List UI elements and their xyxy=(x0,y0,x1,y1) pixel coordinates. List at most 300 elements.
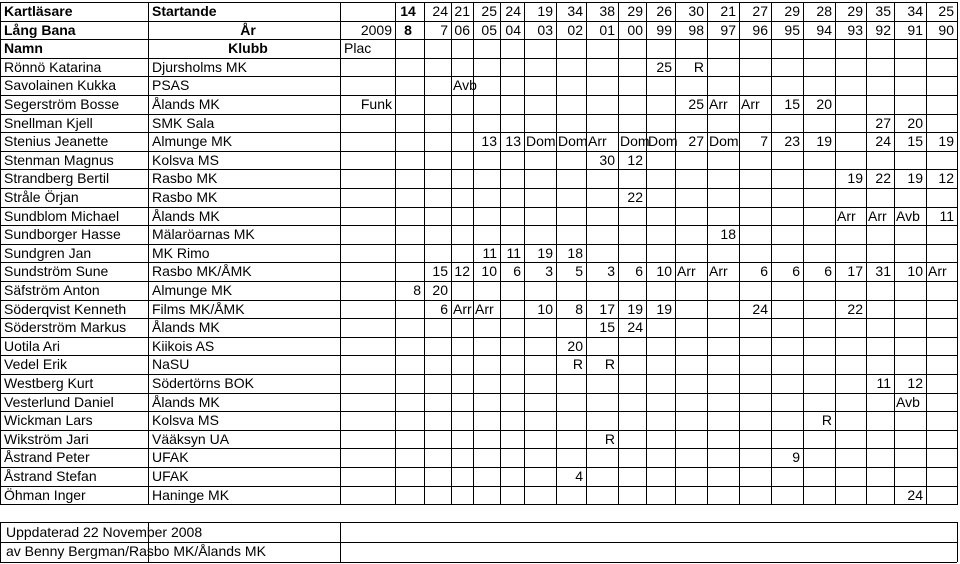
placement-cell xyxy=(524,207,556,226)
competitor-name: Rönnö Katarina xyxy=(4,58,102,75)
placement-cell xyxy=(926,114,957,133)
placement-cell xyxy=(556,95,586,114)
competitor-placement xyxy=(340,374,395,393)
placement-cell xyxy=(894,225,926,244)
competitor-placement xyxy=(340,467,395,486)
header-starters-count: 19 xyxy=(537,3,553,19)
competitor-placement xyxy=(340,151,395,170)
placement-cell: Dom xyxy=(526,133,556,150)
placement-cell xyxy=(424,467,451,486)
placement-cell xyxy=(771,300,803,319)
placement-cell: 6 xyxy=(513,263,521,280)
header-starters-count: 24 xyxy=(505,3,521,19)
placement-cell: 24 xyxy=(875,133,891,150)
placement-cell xyxy=(524,225,556,244)
placement-cell xyxy=(618,114,646,133)
placement-cell xyxy=(424,114,451,133)
placement-cell xyxy=(473,411,500,430)
placement-cell xyxy=(473,188,500,207)
placement-cell xyxy=(618,244,646,263)
placement-cell xyxy=(739,114,771,133)
placement-cell xyxy=(926,411,957,430)
placement-cell xyxy=(451,151,473,170)
placement-cell xyxy=(395,486,424,505)
placement-cell xyxy=(424,76,451,95)
competitor-placement xyxy=(340,486,395,505)
placement-cell xyxy=(707,76,739,95)
placement-cell: 15 xyxy=(784,96,800,112)
placement-cell xyxy=(524,76,556,95)
placement-cell xyxy=(835,58,866,77)
placement-cell: 27 xyxy=(688,133,704,150)
placement-cell xyxy=(675,244,707,263)
placement-cell xyxy=(707,169,739,188)
placement-cell: 15 xyxy=(432,263,448,280)
placement-cell xyxy=(500,355,524,374)
footer-border xyxy=(957,522,958,562)
placement-cell xyxy=(395,355,424,374)
competitor-club: Rasbo MK xyxy=(152,170,218,187)
header-starters-count: 34 xyxy=(907,3,923,19)
competitor-placement xyxy=(340,300,395,319)
header-year-col: 01 xyxy=(599,21,615,38)
placement-cell xyxy=(835,188,866,207)
header-starters-count: 29 xyxy=(627,3,643,19)
placement-cell: Dom xyxy=(620,133,650,150)
placement-cell xyxy=(586,244,618,263)
placement-cell xyxy=(866,411,894,430)
header-starters-count: 14 xyxy=(400,3,416,19)
placement-cell xyxy=(894,151,926,170)
placement-cell xyxy=(424,132,451,151)
placement-cell: Arr xyxy=(928,263,947,280)
placement-cell xyxy=(803,207,835,226)
placement-cell xyxy=(707,281,739,300)
placement-cell xyxy=(524,188,556,207)
placement-cell: R xyxy=(604,430,615,447)
placement-cell xyxy=(771,76,803,95)
placement-cell: 25 xyxy=(688,96,704,112)
placement-cell: Avb xyxy=(896,207,920,224)
placement-cell xyxy=(926,448,957,467)
competitor-placement xyxy=(340,430,395,449)
competitor-name: Segerström Bosse xyxy=(4,96,120,112)
placement-cell xyxy=(395,151,424,170)
placement-cell xyxy=(500,151,524,170)
placement-cell xyxy=(473,207,500,226)
placement-cell xyxy=(739,411,771,430)
header-starters-count: 30 xyxy=(688,3,704,19)
placement-cell xyxy=(675,467,707,486)
placement-cell xyxy=(424,244,451,263)
placement-cell xyxy=(524,467,556,486)
placement-cell xyxy=(926,486,957,505)
competitor-placement: Funk xyxy=(360,96,392,112)
placement-cell xyxy=(866,393,894,412)
header-starters-count: 34 xyxy=(567,3,583,19)
placement-cell xyxy=(451,374,473,393)
placement-cell xyxy=(771,337,803,356)
placement-cell: 18 xyxy=(567,244,583,261)
competitor-name: Savolainen Kukka xyxy=(4,77,117,94)
header-starters-count: 27 xyxy=(752,3,768,19)
competitor-name: Snellman Kjell xyxy=(4,114,93,131)
placement-cell xyxy=(618,58,646,77)
placement-cell xyxy=(586,225,618,244)
placement-cell xyxy=(524,169,556,188)
placement-cell: 6 xyxy=(824,263,832,280)
footer-author: av Benny Bergman/Rasbo MK/Ålands MK xyxy=(6,543,266,559)
placement-cell xyxy=(451,225,473,244)
placement-cell: 19 xyxy=(938,133,954,150)
placement-cell xyxy=(771,58,803,77)
placement-cell: 6 xyxy=(635,263,643,280)
placement-cell: 22 xyxy=(627,189,643,205)
placement-cell xyxy=(803,300,835,319)
placement-cell xyxy=(707,374,739,393)
placement-cell xyxy=(866,318,894,337)
placement-cell xyxy=(500,300,524,319)
competitor-placement xyxy=(340,169,395,188)
placement-cell xyxy=(556,318,586,337)
placement-cell xyxy=(424,430,451,449)
header-year-col: 92 xyxy=(875,21,891,38)
placement-cell xyxy=(707,58,739,77)
competitor-name: Stråle Örjan xyxy=(4,189,79,205)
placement-cell xyxy=(473,76,500,95)
placement-cell xyxy=(556,430,586,449)
placement-cell xyxy=(556,207,586,226)
placement-cell xyxy=(500,374,524,393)
placement-cell: R xyxy=(821,412,832,429)
placement-cell xyxy=(618,169,646,188)
placement-cell xyxy=(500,430,524,449)
placement-cell xyxy=(739,448,771,467)
competitor-placement xyxy=(340,281,395,300)
placement-cell xyxy=(739,355,771,374)
placement-cell: Avb xyxy=(453,77,477,94)
placement-cell xyxy=(473,430,500,449)
placement-cell xyxy=(524,151,556,170)
competitor-club: Rasbo MK/ÅMK xyxy=(152,263,252,280)
placement-cell: 11 xyxy=(482,244,497,261)
placement-cell xyxy=(395,169,424,188)
placement-cell xyxy=(646,95,675,114)
placement-cell xyxy=(866,281,894,300)
placement-cell xyxy=(646,225,675,244)
placement-cell xyxy=(835,244,866,263)
placement-cell: 30 xyxy=(599,151,615,168)
competitor-name: Säfström Anton xyxy=(4,282,100,298)
placement-cell xyxy=(451,486,473,505)
placement-cell: 6 xyxy=(440,300,448,317)
placement-cell xyxy=(424,95,451,114)
competitor-name: Stenius Jeanette xyxy=(4,133,109,150)
competitor-club: MK Rimo xyxy=(152,244,210,261)
placement-cell xyxy=(586,114,618,133)
placement-cell xyxy=(739,244,771,263)
placement-cell xyxy=(586,486,618,505)
placement-cell xyxy=(451,318,473,337)
placement-cell xyxy=(500,486,524,505)
placement-cell xyxy=(618,430,646,449)
competitor-placement xyxy=(340,76,395,95)
placement-cell xyxy=(771,411,803,430)
placement-cell xyxy=(803,225,835,244)
placement-cell xyxy=(835,76,866,95)
header-year-col: 8 xyxy=(404,21,412,38)
placement-cell xyxy=(771,188,803,207)
placement-cell xyxy=(926,188,957,207)
placement-cell xyxy=(835,225,866,244)
placement-cell xyxy=(707,337,739,356)
placement-cell xyxy=(926,467,957,486)
header-year-col: 7 xyxy=(440,21,448,38)
placement-cell xyxy=(707,355,739,374)
placement-cell xyxy=(835,151,866,170)
placement-cell xyxy=(707,411,739,430)
placement-cell xyxy=(618,225,646,244)
placement-cell xyxy=(707,448,739,467)
placement-cell xyxy=(739,467,771,486)
placement-cell xyxy=(424,411,451,430)
placement-cell xyxy=(586,448,618,467)
placement-cell xyxy=(675,355,707,374)
placement-cell xyxy=(424,374,451,393)
placement-cell: 19 xyxy=(656,300,672,317)
competitor-placement xyxy=(340,132,395,151)
placement-cell xyxy=(803,76,835,95)
header-year-col: 03 xyxy=(537,21,553,38)
placement-cell xyxy=(395,430,424,449)
placement-cell xyxy=(771,281,803,300)
competitor-club: Kolsva MS xyxy=(152,412,219,429)
competitor-name: Åstrand Stefan xyxy=(4,468,97,484)
placement-cell xyxy=(556,486,586,505)
placement-cell xyxy=(835,467,866,486)
placement-cell xyxy=(894,318,926,337)
placement-cell xyxy=(500,467,524,486)
placement-cell xyxy=(424,151,451,170)
placement-cell: 12 xyxy=(627,151,643,168)
header-year-col: 99 xyxy=(656,21,672,38)
placement-cell xyxy=(646,411,675,430)
placement-cell xyxy=(524,411,556,430)
placement-cell: 8 xyxy=(413,282,421,298)
placement-cell xyxy=(803,430,835,449)
placement-cell: 11 xyxy=(876,375,891,391)
placement-cell xyxy=(894,188,926,207)
placement-cell xyxy=(556,374,586,393)
placement-cell xyxy=(618,374,646,393)
placement-cell xyxy=(646,448,675,467)
header-year-col: 02 xyxy=(567,21,583,38)
placement-cell xyxy=(894,448,926,467)
placement-cell: 25 xyxy=(656,58,672,75)
placement-cell xyxy=(707,207,739,226)
placement-cell xyxy=(473,151,500,170)
placement-cell xyxy=(500,76,524,95)
placement-cell xyxy=(500,207,524,226)
header-placement: Plac xyxy=(344,40,372,57)
header-sub: Klubb xyxy=(228,40,268,57)
placement-cell xyxy=(707,467,739,486)
header-starters-count: 28 xyxy=(816,3,832,19)
placement-cell xyxy=(424,207,451,226)
competitor-name: Söderström Markus xyxy=(4,319,127,336)
placement-cell xyxy=(835,281,866,300)
competitor-name: Sundström Sune xyxy=(4,263,109,280)
placement-cell xyxy=(739,225,771,244)
placement-cell xyxy=(473,355,500,374)
competitor-name: Wikström Jari xyxy=(4,430,89,447)
placement-cell xyxy=(618,411,646,430)
placement-cell xyxy=(675,430,707,449)
placement-cell xyxy=(556,188,586,207)
placement-cell: 10 xyxy=(907,263,923,280)
placement-cell xyxy=(395,318,424,337)
placement-cell xyxy=(926,281,957,300)
competitor-name: Stenman Magnus xyxy=(4,151,114,168)
placement-cell xyxy=(739,337,771,356)
placement-cell xyxy=(926,318,957,337)
header-year-col: 91 xyxy=(907,21,923,38)
placement-cell xyxy=(866,486,894,505)
placement-cell xyxy=(771,467,803,486)
placement-cell xyxy=(835,355,866,374)
placement-cell xyxy=(586,411,618,430)
placement-cell xyxy=(675,151,707,170)
placement-cell xyxy=(524,318,556,337)
placement-cell xyxy=(675,114,707,133)
placement-cell xyxy=(894,337,926,356)
placement-cell: 20 xyxy=(567,337,583,354)
placement-cell xyxy=(473,58,500,77)
competitor-placement xyxy=(340,58,395,77)
placement-cell xyxy=(500,448,524,467)
placement-cell: 4 xyxy=(575,468,583,484)
placement-cell xyxy=(739,393,771,412)
placement-cell xyxy=(451,430,473,449)
placement-cell xyxy=(835,132,866,151)
placement-cell xyxy=(707,318,739,337)
placement-cell xyxy=(707,244,739,263)
placement-cell xyxy=(556,169,586,188)
placement-cell xyxy=(771,430,803,449)
grid-vline xyxy=(957,2,958,505)
placement-cell xyxy=(451,448,473,467)
placement-cell: R xyxy=(693,58,704,75)
placement-cell xyxy=(524,337,556,356)
placement-cell: 17 xyxy=(599,300,615,317)
header-starters-count: 38 xyxy=(599,3,615,19)
competitor-club: Almunge MK xyxy=(152,282,233,298)
placement-cell xyxy=(451,355,473,374)
header-year-col: 05 xyxy=(481,21,497,38)
placement-cell xyxy=(556,76,586,95)
placement-cell xyxy=(707,486,739,505)
placement-cell xyxy=(473,486,500,505)
placement-cell xyxy=(473,95,500,114)
placement-cell xyxy=(771,374,803,393)
placement-cell xyxy=(524,114,556,133)
placement-cell xyxy=(473,448,500,467)
placement-cell xyxy=(739,486,771,505)
placement-cell: Arr xyxy=(709,263,728,280)
placement-cell xyxy=(618,337,646,356)
competitor-name: Sundblom Michael xyxy=(4,207,120,224)
placement-cell xyxy=(675,76,707,95)
competitor-placement xyxy=(340,244,395,263)
placement-cell xyxy=(524,58,556,77)
placement-cell xyxy=(451,132,473,151)
placement-cell xyxy=(894,281,926,300)
placement-cell xyxy=(803,355,835,374)
placement-cell: 18 xyxy=(720,226,736,243)
competitor-club: Ålands MK xyxy=(152,96,220,112)
placement-cell xyxy=(395,58,424,77)
header-label: Lång Bana xyxy=(4,21,76,38)
placement-cell xyxy=(395,393,424,412)
placement-cell xyxy=(500,95,524,114)
placement-cell xyxy=(473,114,500,133)
placement-cell xyxy=(707,188,739,207)
placement-cell xyxy=(771,318,803,337)
grid-hline xyxy=(0,504,957,505)
placement-cell xyxy=(586,374,618,393)
placement-cell xyxy=(395,300,424,319)
placement-cell: 8 xyxy=(575,300,583,317)
placement-cell xyxy=(866,76,894,95)
placement-cell xyxy=(835,114,866,133)
placement-cell: 19 xyxy=(907,170,923,187)
placement-cell xyxy=(646,318,675,337)
header-sub: År xyxy=(240,21,256,38)
placement-cell xyxy=(803,281,835,300)
placement-cell xyxy=(707,300,739,319)
placement-cell: Avb xyxy=(896,393,920,410)
placement-cell xyxy=(803,114,835,133)
placement-cell xyxy=(894,467,926,486)
placement-cell: Arr xyxy=(475,300,494,317)
placement-cell xyxy=(524,393,556,412)
competitor-placement xyxy=(340,262,395,281)
placement-cell xyxy=(675,207,707,226)
placement-cell xyxy=(803,188,835,207)
header-starters-count: 21 xyxy=(720,3,736,19)
placement-cell xyxy=(866,300,894,319)
header-starters-count: 26 xyxy=(656,3,672,19)
placement-cell: 10 xyxy=(481,263,497,280)
header-year-col: 98 xyxy=(688,21,704,38)
placement-cell xyxy=(646,244,675,263)
placement-cell xyxy=(451,467,473,486)
placement-cell: 17 xyxy=(847,263,863,280)
placement-cell xyxy=(803,374,835,393)
placement-cell: 12 xyxy=(938,170,954,187)
placement-cell xyxy=(424,225,451,244)
placement-cell xyxy=(646,355,675,374)
placement-cell xyxy=(835,486,866,505)
header-starters-count: 25 xyxy=(938,3,954,19)
competitor-club: Rasbo MK xyxy=(152,189,218,205)
placement-cell xyxy=(424,58,451,77)
placement-cell xyxy=(451,244,473,263)
placement-cell xyxy=(586,281,618,300)
placement-cell xyxy=(395,225,424,244)
placement-cell xyxy=(646,207,675,226)
placement-cell: 20 xyxy=(907,114,923,131)
